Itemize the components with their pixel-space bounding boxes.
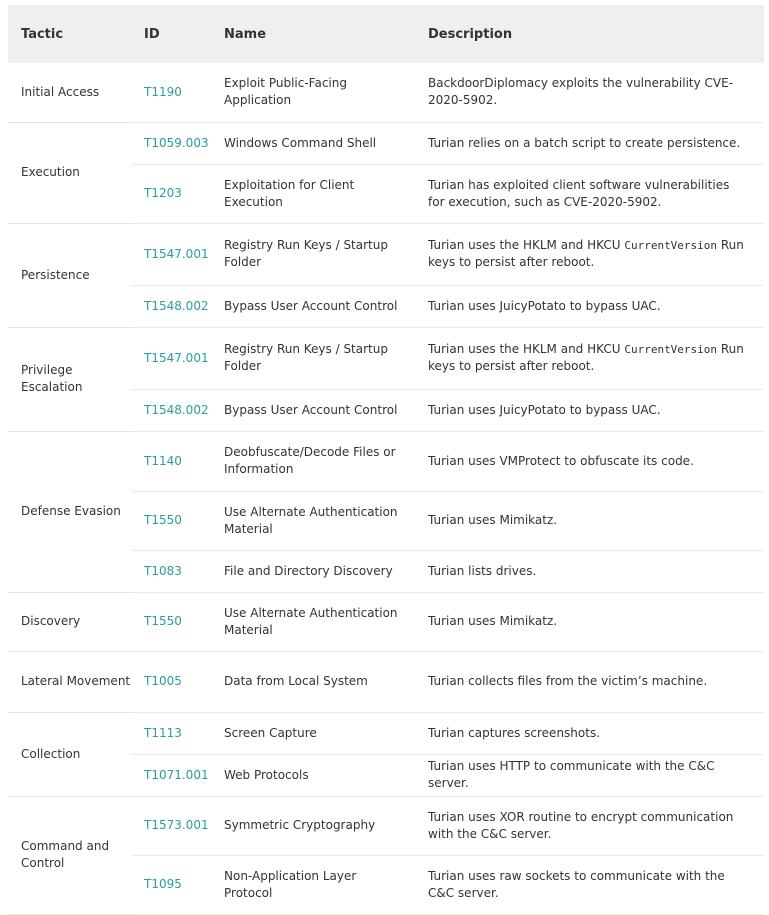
description-text: Run keys to persist after reboot. bbox=[428, 238, 744, 269]
table-row bbox=[8, 592, 764, 651]
table-row bbox=[8, 63, 764, 122]
technique-name: File and Directory Discovery bbox=[211, 550, 415, 592]
table-row bbox=[8, 796, 764, 855]
technique-description: Turian uses XOR routine to encrypt communication with the C&C server. bbox=[415, 796, 764, 855]
header-id: ID bbox=[131, 5, 211, 63]
technique-id-link[interactable]: T1547.001 bbox=[131, 327, 211, 389]
technique-description: Turian uses JuicyPotato to bypass UAC. bbox=[415, 389, 764, 431]
tactic-cell: Discovery bbox=[8, 592, 131, 651]
tactic-cell: Collection bbox=[8, 712, 131, 796]
technique-id-link[interactable]: T1083 bbox=[131, 550, 211, 592]
tactic-cell: Execution bbox=[8, 122, 131, 223]
technique-name: Registry Run Keys / Startup Folder bbox=[211, 327, 415, 389]
technique-name: Data from Local System bbox=[211, 651, 415, 712]
table-row bbox=[8, 223, 764, 285]
table-row bbox=[8, 712, 764, 754]
description-text: Turian uses the HKLM and HKCU bbox=[428, 238, 625, 252]
technique-description: Turian relies on a batch script to create persistence. bbox=[415, 122, 764, 164]
technique-id-link[interactable]: T1548.002 bbox=[131, 389, 211, 431]
technique-id-link[interactable]: T1550 bbox=[131, 592, 211, 651]
technique-description: Turian uses raw sockets to communicate with the C&C server. bbox=[415, 855, 764, 914]
technique-id-link[interactable]: T1548.002 bbox=[131, 285, 211, 327]
technique-description bbox=[415, 223, 764, 285]
technique-description: Turian has exploited client software vulnerabilities for execution, such as CVE-2020-5902. bbox=[415, 164, 764, 223]
technique-id-link[interactable]: T1203 bbox=[131, 164, 211, 223]
table-header-row bbox=[8, 5, 764, 63]
technique-id-link[interactable]: T1573.001 bbox=[131, 796, 211, 855]
tactic-cell: Privilege Escalation bbox=[8, 327, 131, 431]
technique-description: Turian uses Mimikatz. bbox=[415, 491, 764, 550]
technique-description: Turian captures screenshots. bbox=[415, 712, 764, 754]
technique-name: Registry Run Keys / Startup Folder bbox=[211, 223, 415, 285]
attack-techniques-table bbox=[8, 5, 764, 915]
technique-name: Bypass User Account Control bbox=[211, 389, 415, 431]
technique-name: Use Alternate Authentication Material bbox=[211, 491, 415, 550]
description-text: Run keys to persist after reboot. bbox=[428, 342, 744, 373]
technique-name: Exploit Public-Facing Application bbox=[211, 63, 415, 122]
header-description: Description bbox=[415, 5, 764, 63]
technique-description: Turian uses Mimikatz. bbox=[415, 592, 764, 651]
table-row bbox=[8, 651, 764, 712]
technique-description: Turian uses VMProtect to obfuscate its code. bbox=[415, 431, 764, 491]
technique-description: Turian lists drives. bbox=[415, 550, 764, 592]
technique-description: Turian uses JuicyPotato to bypass UAC. bbox=[415, 285, 764, 327]
technique-name: Deobfuscate/Decode Files or Information bbox=[211, 431, 415, 491]
technique-id-link[interactable]: T1550 bbox=[131, 491, 211, 550]
technique-description: Turian uses HTTP to communicate with the C&C server. bbox=[415, 754, 764, 796]
technique-name: Use Alternate Authentication Material bbox=[211, 592, 415, 651]
table-row bbox=[8, 122, 764, 164]
technique-id-link[interactable]: T1113 bbox=[131, 712, 211, 754]
tactic-cell: Defense Evasion bbox=[8, 431, 131, 592]
technique-name: Bypass User Account Control bbox=[211, 285, 415, 327]
description-text: Turian uses the HKLM and HKCU bbox=[428, 342, 625, 356]
tactic-cell: Initial Access bbox=[8, 63, 131, 122]
table-row bbox=[8, 431, 764, 491]
technique-name: Symmetric Cryptography bbox=[211, 796, 415, 855]
header-name: Name bbox=[211, 5, 415, 63]
technique-name: Exploitation for Client Execution bbox=[211, 164, 415, 223]
technique-id-link[interactable]: T1059.003 bbox=[131, 122, 211, 164]
table-row bbox=[8, 327, 764, 389]
technique-name: Non-Application Layer Protocol bbox=[211, 855, 415, 914]
technique-id-link[interactable]: T1547.001 bbox=[131, 223, 211, 285]
technique-description: BackdoorDiplomacy exploits the vulnerability CVE-2020-5902. bbox=[415, 63, 764, 122]
header-tactic: Tactic bbox=[8, 5, 131, 63]
technique-id-link[interactable]: T1190 bbox=[131, 63, 211, 122]
technique-name: Web Protocols bbox=[211, 754, 415, 796]
tactic-cell: Lateral Movement bbox=[8, 651, 131, 712]
tactic-cell: Command and Control bbox=[8, 796, 131, 914]
tactic-cell: Persistence bbox=[8, 223, 131, 327]
technique-name: Screen Capture bbox=[211, 712, 415, 754]
technique-id-link[interactable]: T1140 bbox=[131, 431, 211, 491]
technique-description: Turian collects files from the victim’s machine. bbox=[415, 651, 764, 712]
registry-key-code: CurrentVersion bbox=[624, 343, 718, 356]
registry-key-code: CurrentVersion bbox=[624, 239, 718, 252]
technique-id-link[interactable]: T1005 bbox=[131, 651, 211, 712]
technique-description bbox=[415, 327, 764, 389]
technique-id-link[interactable]: T1071.001 bbox=[131, 754, 211, 796]
technique-id-link[interactable]: T1095 bbox=[131, 855, 211, 914]
technique-name: Windows Command Shell bbox=[211, 122, 415, 164]
